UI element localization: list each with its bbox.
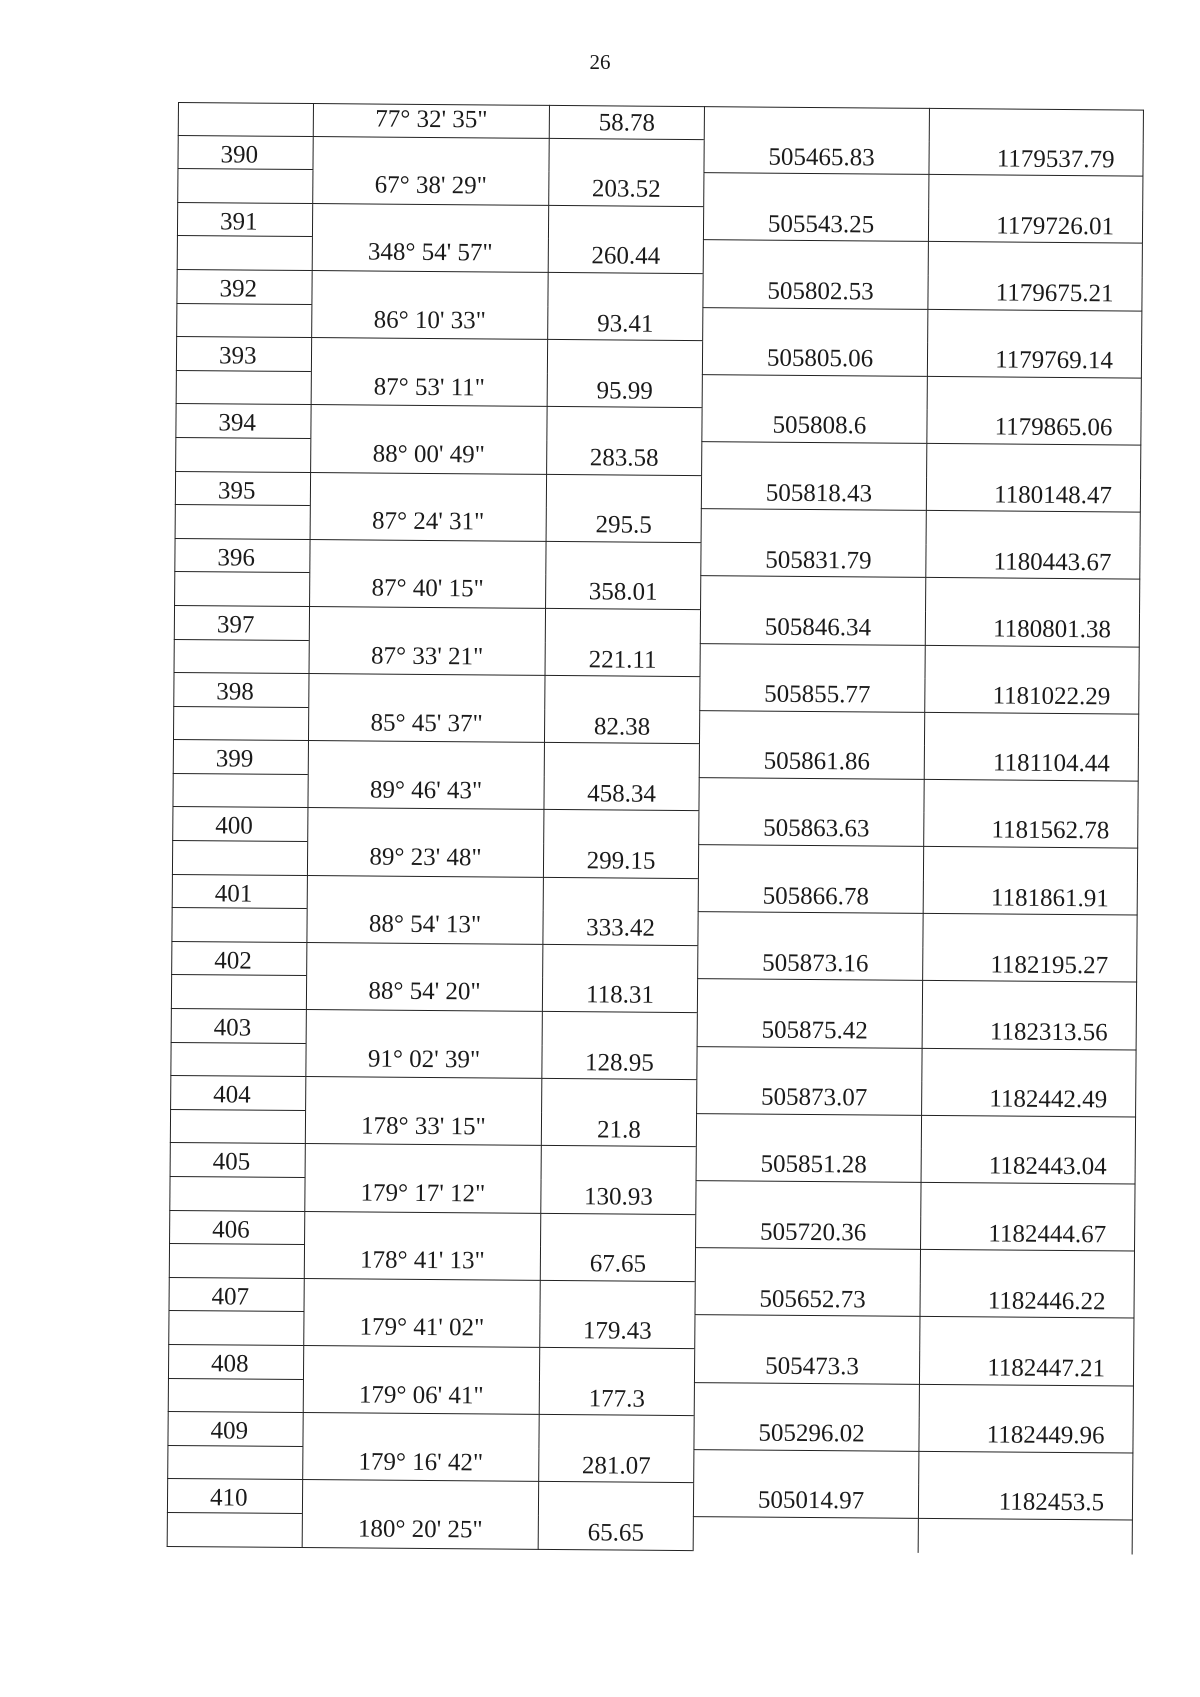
bearing-cell — [302, 1480, 538, 1515]
easting-cell — [695, 1181, 920, 1216]
easting-cell: 505543.25 — [703, 207, 928, 242]
bearing-cell — [309, 607, 545, 642]
station-cell — [167, 1513, 302, 1548]
northing-cell — [921, 1116, 1136, 1151]
northing-cell: 1180443.67 — [925, 545, 1140, 580]
easting-cell — [696, 1114, 921, 1149]
bearing-cell — [307, 809, 543, 844]
northing-cell — [919, 1384, 1134, 1419]
station-cell — [168, 1379, 303, 1414]
bearing-cell: 87° 53' 11" — [311, 372, 547, 407]
distance-cell: 95.99 — [547, 374, 702, 409]
easting-cell: 505873.16 — [697, 946, 922, 981]
bearing-cell: 178° 33' 15" — [305, 1111, 541, 1146]
station-cell: 396 — [174, 539, 309, 574]
traverse-table — [167, 102, 1144, 1554]
distance-cell: 177.3 — [539, 1381, 694, 1416]
easting-cell: 505863.63 — [698, 812, 923, 847]
bearing-cell: 87° 24' 31" — [310, 506, 546, 541]
station-cell — [170, 1110, 305, 1145]
easting-cell: 505873.07 — [696, 1080, 921, 1115]
northing-cell: 1182453.5 — [918, 1485, 1133, 1520]
bearing-cell — [310, 473, 546, 508]
northing-cell — [926, 511, 1141, 546]
northing-cell: 1179865.06 — [926, 410, 1141, 445]
distance-cell — [545, 542, 700, 577]
bearing-cell: 85° 45' 37" — [308, 708, 544, 743]
northing-cell — [928, 175, 1143, 210]
bearing-cell — [303, 1279, 539, 1314]
bearing-cell — [302, 1413, 538, 1448]
bearing-cell: 77° 32' 35" — [313, 103, 549, 138]
station-cell — [167, 1446, 302, 1481]
distance-cell: 299.15 — [543, 844, 698, 879]
easting-cell — [693, 1450, 918, 1485]
easting-cell — [702, 308, 927, 343]
easting-cell: 505831.79 — [700, 543, 925, 578]
northing-cell: 1181022.29 — [924, 679, 1139, 714]
distance-cell: 58.78 — [549, 105, 704, 140]
northing-cell: 1182446.22 — [919, 1284, 1134, 1319]
northing-cell — [921, 1048, 1136, 1083]
bearing-cell: 89° 23' 48" — [307, 842, 543, 877]
distance-cell — [544, 743, 699, 778]
distance-cell — [547, 340, 702, 375]
easting-cell: 505802.53 — [702, 274, 927, 309]
easting-cell: 505014.97 — [693, 1483, 918, 1518]
station-cell — [174, 572, 309, 607]
easting-cell — [695, 1248, 920, 1283]
northing-cell — [922, 981, 1137, 1016]
station-cell — [173, 707, 308, 742]
station-cell: 409 — [167, 1412, 302, 1447]
northing-cell: 1182313.56 — [922, 1015, 1137, 1050]
station-cell — [174, 639, 309, 674]
bearing-cell: 87° 33' 21" — [309, 641, 545, 676]
bearing-cell — [306, 1010, 542, 1045]
easting-cell — [696, 1047, 921, 1082]
bearing-cell — [308, 674, 544, 709]
distance-cell: 283.58 — [546, 441, 701, 476]
distance-cell: 203.52 — [548, 172, 703, 207]
easting-cell: 505652.73 — [694, 1282, 919, 1317]
northing-cell — [925, 578, 1140, 613]
northing-cell: 1182449.96 — [918, 1418, 1133, 1453]
easting-cell — [703, 173, 928, 208]
bearing-cell: 179° 16' 42" — [302, 1447, 538, 1482]
station-cell — [176, 371, 311, 406]
easting-cell — [697, 912, 922, 947]
easting-cell — [703, 241, 928, 276]
station-cell: 410 — [167, 1479, 302, 1514]
easting-cell: 505855.77 — [699, 677, 924, 712]
bearing-cell: 179° 17' 12" — [304, 1178, 540, 1213]
distance-cell — [544, 676, 699, 711]
station-cell: 401 — [172, 875, 307, 910]
bearing-cell — [311, 338, 547, 373]
station-cell — [172, 841, 307, 876]
northing-cell: 1179726.01 — [928, 209, 1143, 244]
station-cell — [177, 236, 312, 271]
distance-cell: 82.38 — [544, 710, 699, 745]
bearing-cell — [303, 1346, 539, 1381]
station-cell: 392 — [176, 270, 311, 305]
distance-cell: 21.8 — [541, 1113, 696, 1148]
northing-cell — [927, 309, 1142, 344]
easting-cell — [697, 980, 922, 1015]
easting-cell — [700, 576, 925, 611]
station-cell — [170, 1043, 305, 1078]
station-cell — [172, 774, 307, 809]
northing-cell — [929, 108, 1144, 143]
easting-cell — [699, 711, 924, 746]
easting-cell: 505818.43 — [701, 476, 926, 511]
station-cell: 406 — [169, 1211, 304, 1246]
bearing-cell — [310, 405, 546, 440]
station-cell: 397 — [174, 606, 309, 641]
easting-cell: 505866.78 — [698, 879, 923, 914]
distance-cell: 281.07 — [538, 1449, 693, 1484]
station-cell: 391 — [177, 203, 312, 238]
easting-cell: 505473.3 — [694, 1349, 919, 1384]
distance-cell — [546, 474, 701, 509]
station-cell — [176, 304, 311, 339]
northing-cell — [920, 1250, 1135, 1285]
distance-cell — [541, 1146, 696, 1181]
station-cell: 390 — [177, 136, 312, 171]
distance-cell — [542, 1012, 697, 1047]
easting-cell: 505861.86 — [699, 744, 924, 779]
station-cell — [169, 1244, 304, 1279]
station-cell — [169, 1177, 304, 1212]
northing-cell — [924, 713, 1139, 748]
distance-cell — [539, 1281, 694, 1316]
northing-cell: 1182442.49 — [921, 1082, 1136, 1117]
distance-cell — [543, 810, 698, 845]
station-cell: 393 — [176, 337, 311, 372]
northing-cell — [923, 847, 1138, 882]
northing-cell — [923, 780, 1138, 815]
northing-cell: 1181861.91 — [923, 881, 1138, 916]
northing-cell — [919, 1317, 1134, 1352]
bearing-cell — [304, 1212, 540, 1247]
easting-cell — [704, 106, 929, 141]
distance-cell — [547, 273, 702, 308]
distance-cell: 221.11 — [545, 642, 700, 677]
distance-cell: 118.31 — [542, 978, 697, 1013]
northing-cell: 1179675.21 — [927, 276, 1142, 311]
northing-cell — [918, 1519, 1133, 1554]
station-cell — [171, 975, 306, 1010]
distance-cell: 260.44 — [548, 239, 703, 274]
bearing-cell: 179° 06' 41" — [303, 1380, 539, 1415]
distance-cell — [539, 1348, 694, 1383]
bearing-cell — [311, 271, 547, 306]
bearing-cell — [305, 1144, 541, 1179]
easting-cell — [698, 845, 923, 880]
easting-cell: 505465.83 — [703, 140, 928, 175]
bearing-cell: 89° 46' 43" — [307, 775, 543, 810]
northing-cell: 1179769.14 — [927, 343, 1142, 378]
station-cell: 403 — [171, 1009, 306, 1044]
station-cell: 407 — [169, 1278, 304, 1313]
easting-cell — [694, 1315, 919, 1350]
easting-cell: 505875.42 — [697, 1013, 922, 1048]
easting-cell: 505296.02 — [693, 1416, 918, 1451]
distance-cell — [543, 878, 698, 913]
bearing-cell: 179° 41' 02" — [303, 1312, 539, 1347]
northing-cell: 1182447.21 — [919, 1351, 1134, 1386]
bearing-cell: 348° 54' 57" — [312, 237, 548, 272]
station-cell: 398 — [173, 673, 308, 708]
easting-cell: 505851.28 — [696, 1148, 921, 1183]
distance-cell — [541, 1079, 696, 1114]
easting-cell: 505846.34 — [700, 610, 925, 645]
bearing-cell: 91° 02' 39" — [305, 1044, 541, 1079]
easting-cell — [693, 1517, 918, 1552]
bearing-cell — [305, 1077, 541, 1112]
page-number: 26 — [589, 50, 611, 74]
distance-cell: 93.41 — [547, 306, 702, 341]
station-cell: 402 — [171, 942, 306, 977]
distance-cell — [548, 139, 703, 174]
station-cell — [177, 169, 312, 204]
station-cell: 395 — [175, 472, 310, 507]
bearing-cell — [308, 741, 544, 776]
station-cell: 400 — [172, 807, 307, 842]
bearing-cell: 178° 41' 13" — [304, 1245, 540, 1280]
easting-cell: 505808.6 — [701, 408, 926, 443]
distance-cell: 128.95 — [541, 1046, 696, 1081]
station-cell: 394 — [175, 404, 310, 439]
distance-cell: 358.01 — [545, 575, 700, 610]
bearing-cell — [309, 540, 545, 575]
northing-cell: 1182195.27 — [922, 948, 1137, 983]
easting-cell — [699, 644, 924, 679]
northing-cell — [928, 242, 1143, 277]
easting-cell — [694, 1383, 919, 1418]
station-cell — [168, 1311, 303, 1346]
table-row-segment — [167, 1513, 1133, 1554]
distance-cell — [545, 609, 700, 644]
station-cell: 405 — [170, 1143, 305, 1178]
bearing-cell: 88° 00' 49" — [310, 439, 546, 474]
easting-cell: 505805.06 — [702, 341, 927, 376]
station-cell: 404 — [170, 1076, 305, 1111]
northing-cell: 1180148.47 — [926, 477, 1141, 512]
bearing-cell: 180° 20' 25" — [302, 1514, 538, 1549]
bearing-cell: 67° 38' 29" — [312, 170, 548, 205]
distance-cell — [548, 206, 703, 241]
distance-cell: 130.93 — [540, 1180, 695, 1215]
bearing-cell — [312, 204, 548, 239]
easting-cell: 505720.36 — [695, 1215, 920, 1250]
station-cell — [175, 505, 310, 540]
northing-cell: 1180801.38 — [925, 612, 1140, 647]
northing-cell: 1179537.79 — [928, 141, 1143, 176]
northing-cell: 1182443.04 — [921, 1149, 1136, 1184]
northing-cell — [918, 1452, 1133, 1487]
easting-cell — [701, 442, 926, 477]
northing-cell: 1181104.44 — [924, 746, 1139, 781]
distance-cell: 67.65 — [540, 1247, 695, 1282]
distance-cell — [538, 1482, 693, 1517]
northing-cell — [920, 1183, 1135, 1218]
distance-cell — [540, 1213, 695, 1248]
distance-cell — [542, 945, 697, 980]
distance-cell: 65.65 — [538, 1516, 693, 1551]
distance-cell: 295.5 — [546, 508, 701, 543]
bearing-cell — [312, 137, 548, 172]
bearing-cell: 88° 54' 13" — [306, 909, 542, 944]
northing-cell: 1182444.67 — [920, 1216, 1135, 1251]
distance-cell: 179.43 — [539, 1314, 694, 1349]
station-cell — [178, 102, 313, 137]
station-cell — [175, 438, 310, 473]
bearing-cell: 87° 40' 15" — [309, 573, 545, 608]
easting-cell — [698, 778, 923, 813]
distance-cell: 333.42 — [542, 911, 697, 946]
bearing-cell: 86° 10' 33" — [311, 305, 547, 340]
easting-cell — [701, 509, 926, 544]
bearing-cell — [306, 943, 542, 978]
distance-cell — [538, 1415, 693, 1450]
northing-cell: 1181562.78 — [923, 813, 1138, 848]
distance-cell — [546, 407, 701, 442]
station-cell: 399 — [173, 740, 308, 775]
bearing-cell: 88° 54' 20" — [306, 976, 542, 1011]
bearing-cell — [307, 876, 543, 911]
northing-cell — [927, 377, 1142, 412]
northing-cell — [922, 914, 1137, 949]
station-cell — [171, 908, 306, 943]
distance-cell: 458.34 — [543, 777, 698, 812]
station-cell: 408 — [168, 1345, 303, 1380]
easting-cell — [702, 375, 927, 410]
northing-cell — [924, 645, 1139, 680]
northing-cell — [926, 444, 1141, 479]
